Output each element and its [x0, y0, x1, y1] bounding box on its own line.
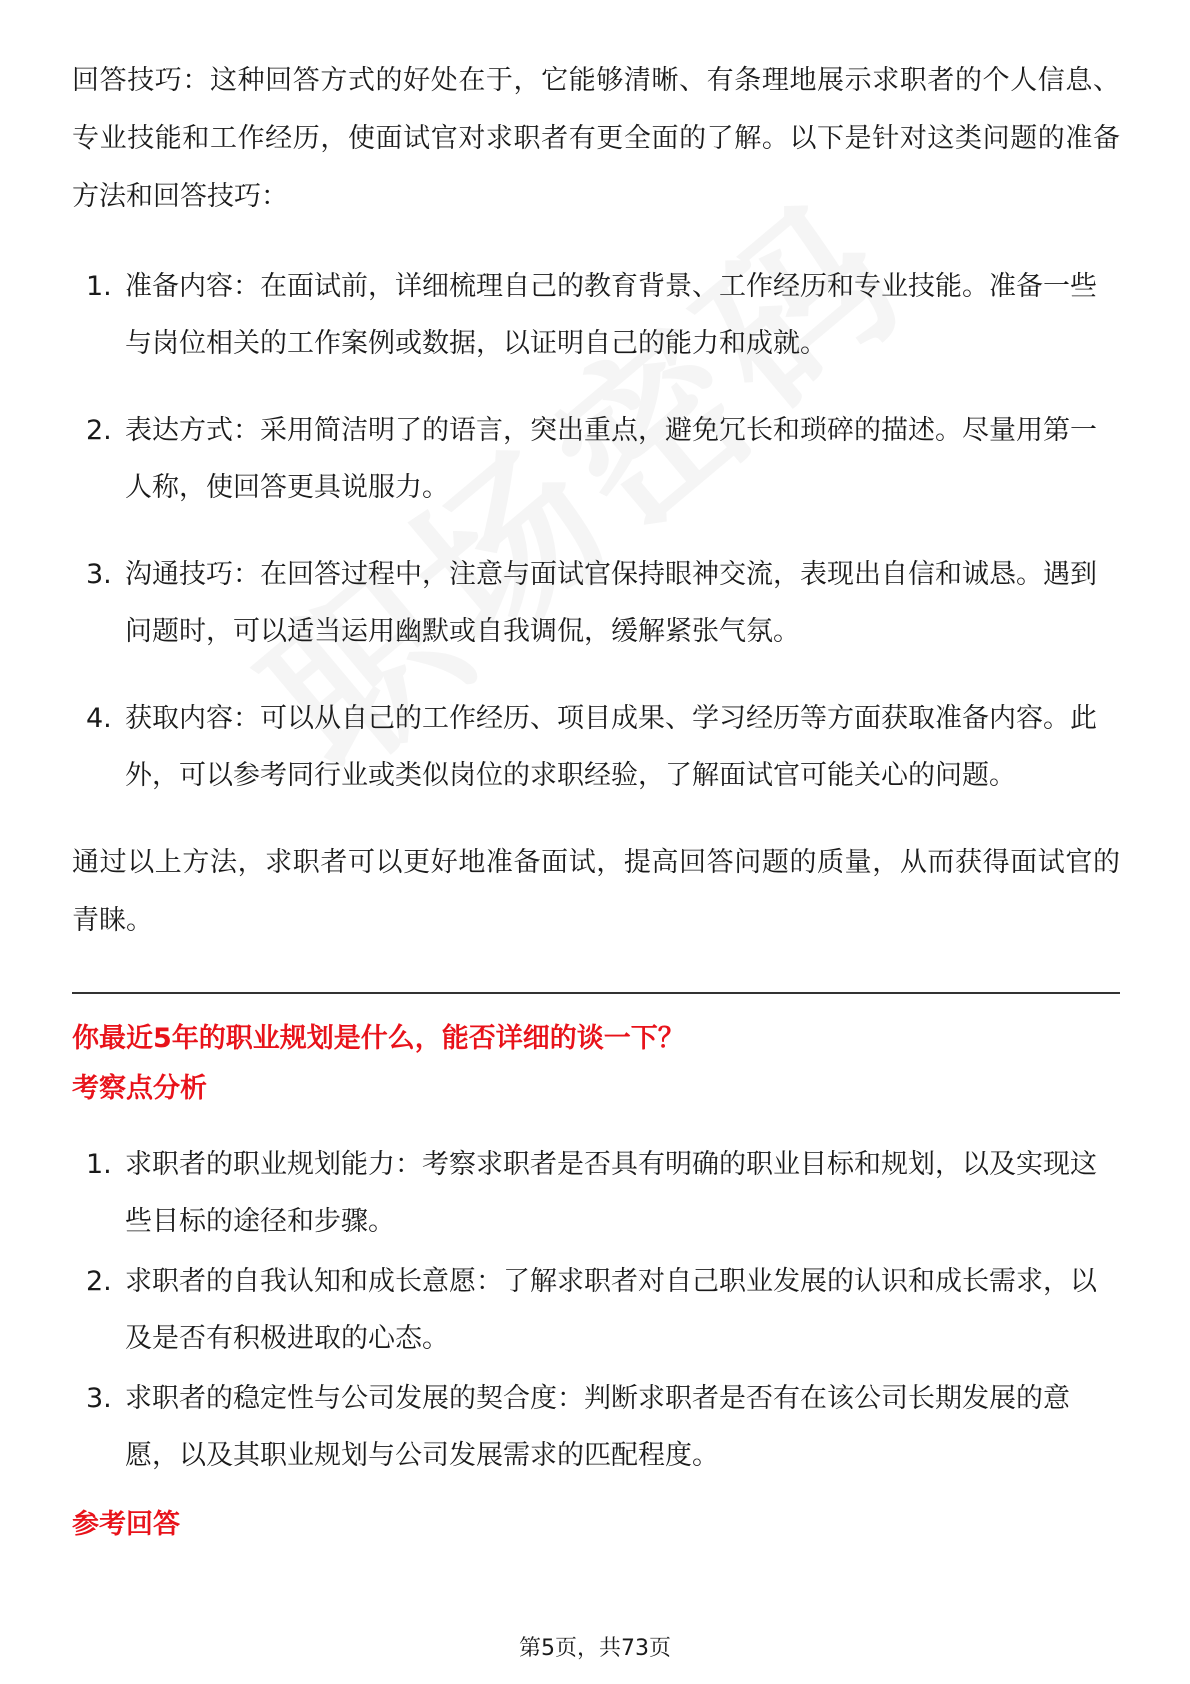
- list-item: [72, 258, 1120, 372]
- list-item-number: 1.: [86, 271, 112, 302]
- list-item-text: 表达方式：采用简洁明了的语言，突出重点，避免冗长和琐碎的描述。尽量用第一人称，使回答更具说服力。: [125, 415, 1097, 503]
- list-item-number: 3.: [86, 559, 112, 590]
- list-item: [72, 546, 1120, 660]
- intro-paragraph: 回答技巧：这种回答方式的好处在于，它能够清晰、有条理地展示求职者的个人信息、专业技能和工作经历，使面试官对求职者有更全面的了解。以下是针对这类问题的准备方法和回答技巧：: [72, 65, 1120, 212]
- analysis-points-list: [72, 1136, 1120, 1484]
- list-item-text: 求职者的稳定性与公司发展的契合度：判断求职者是否有在该公司长期发展的意愿，以及其职业规划与公司发展需求的匹配程度。: [125, 1383, 1070, 1471]
- list-item-number: 2.: [86, 415, 112, 446]
- list-item-text: 沟通技巧：在回答过程中，注意与面试官保持眼神交流，表现出自信和诚恳。遇到问题时，可以适当运用幽默或自我调侃，缓解紧张气氛。: [125, 559, 1097, 647]
- analysis-heading: 考察点分析: [72, 1073, 207, 1104]
- section-divider: [72, 992, 1120, 994]
- conclusion-paragraph: 通过以上方法，求职者可以更好地准备面试，提高回答问题的质量，从而获得面试官的青睐。: [72, 847, 1120, 936]
- list-item-number: 1.: [86, 1149, 112, 1180]
- tips-list: [72, 258, 1120, 804]
- question-title: 你最近5年的职业规划是什么，能否详细的谈一下？: [72, 1023, 685, 1054]
- list-item-text: 准备内容：在面试前，详细梳理自己的教育背景、工作经历和专业技能。准备一些与岗位相关的工作案例或数据，以证明自己的能力和成就。: [125, 271, 1097, 359]
- document-page: [72, 52, 1120, 1550]
- page-number-footer: 第5页，共73页: [519, 1636, 671, 1661]
- list-item-number: 3.: [86, 1383, 112, 1414]
- list-item-number: 4.: [86, 703, 112, 734]
- list-item: [72, 1136, 1120, 1250]
- list-item: [72, 1253, 1120, 1367]
- list-item: [72, 1370, 1120, 1484]
- list-item: [72, 402, 1120, 516]
- list-item-number: 2.: [86, 1266, 112, 1297]
- list-item-text: 求职者的职业规划能力：考察求职者是否具有明确的职业目标和规划，以及实现这些目标的途径和步骤。: [125, 1149, 1097, 1237]
- list-item: [72, 690, 1120, 804]
- reference-answer-heading: 参考回答: [72, 1509, 180, 1540]
- list-item-text: 获取内容：可以从自己的工作经历、项目成果、学习经历等方面获取准备内容。此外，可以参考同行业或类似岗位的求职经验，了解面试官可能关心的问题。: [125, 703, 1097, 791]
- list-item-text: 求职者的自我认知和成长意愿：了解求职者对自己职业发展的认识和成长需求，以及是否有积极进取的心态。: [125, 1266, 1097, 1354]
